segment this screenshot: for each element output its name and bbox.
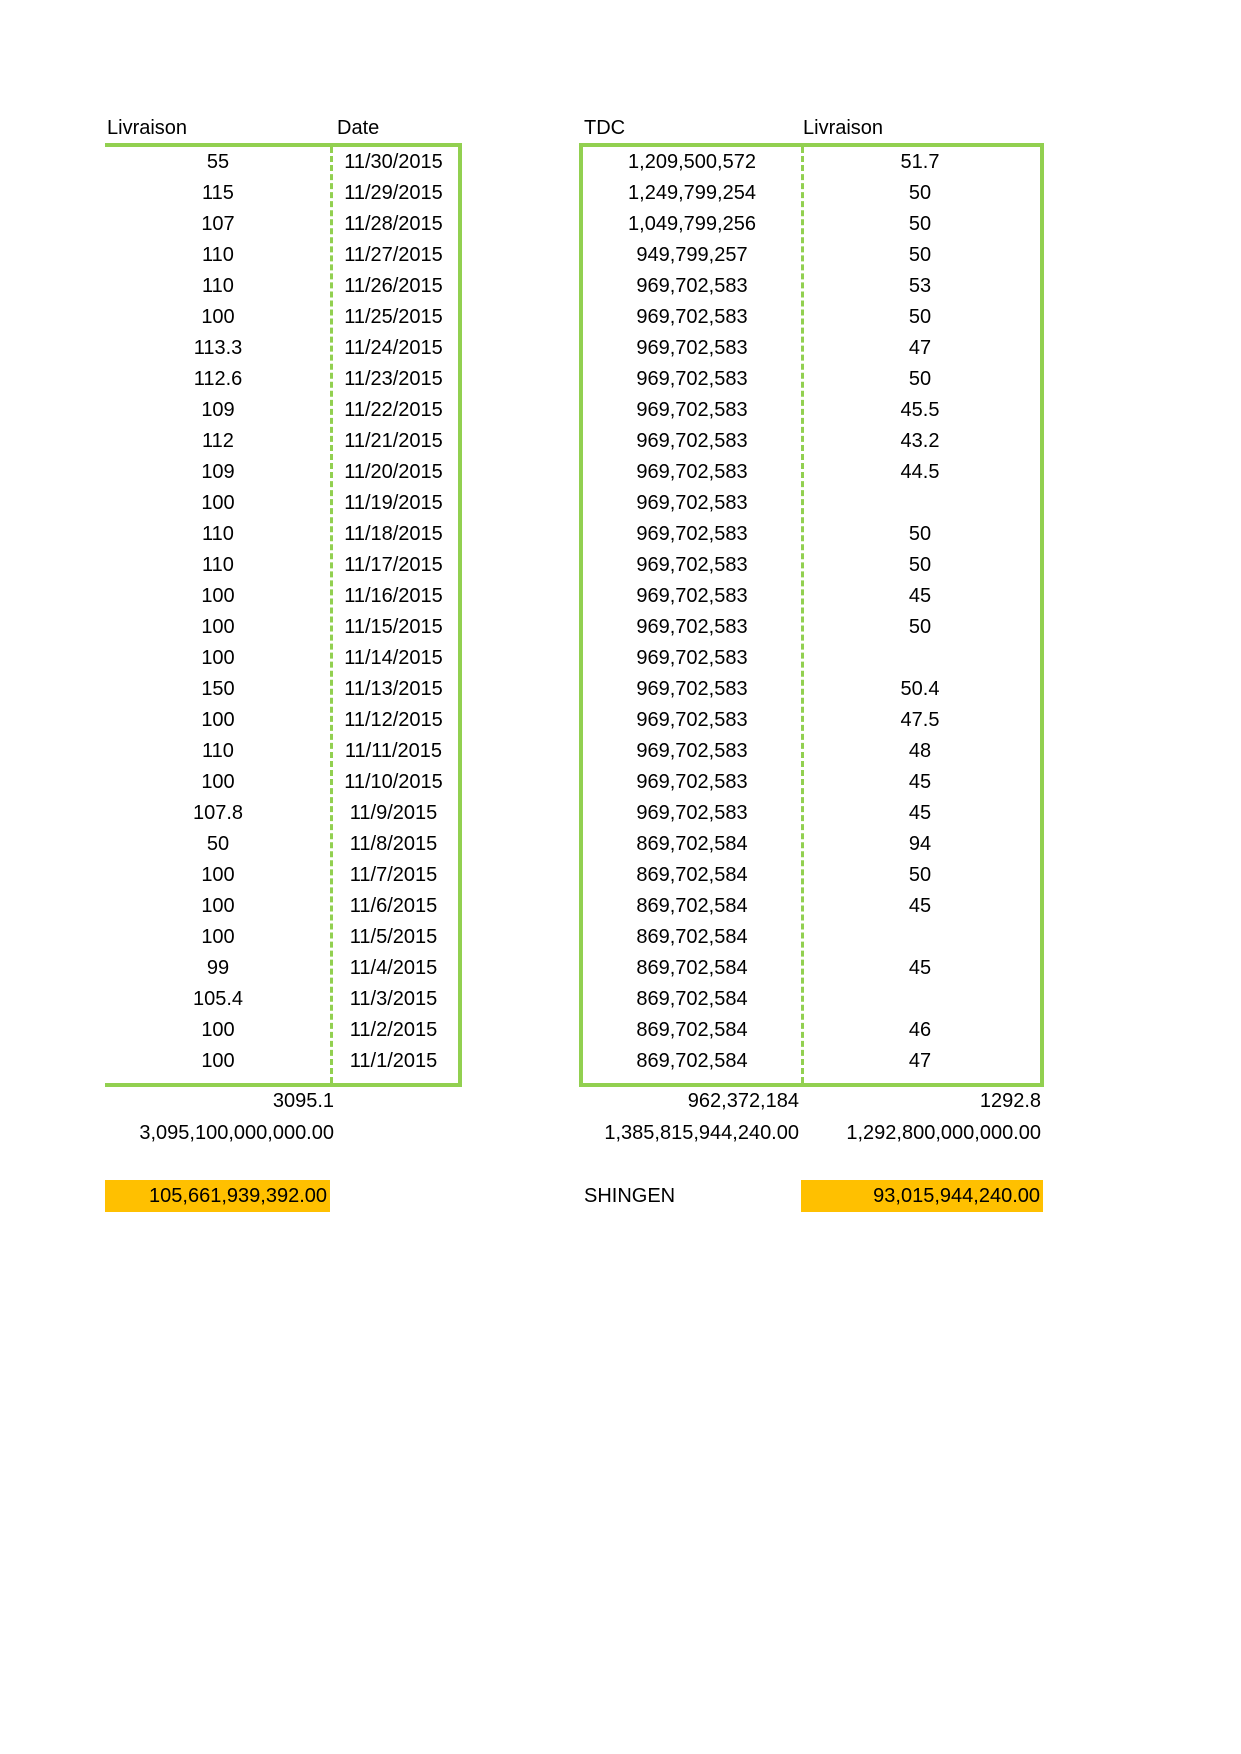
table-row	[105, 953, 458, 984]
table-row	[583, 736, 1040, 767]
table-row	[105, 581, 458, 612]
cell-date: 11/5/2015	[349, 926, 438, 948]
table-row	[105, 550, 458, 581]
table-row	[105, 333, 458, 364]
table-row	[105, 209, 458, 240]
cell-date: 11/27/2015	[344, 244, 443, 266]
cell-tdc: 969,702,583	[636, 802, 748, 824]
cell-date: 11/11/2015	[344, 740, 443, 762]
cell-livraison: 100	[201, 492, 235, 514]
cell-livraison: 112	[202, 430, 234, 452]
cell-livraison: 112.6	[193, 368, 243, 390]
cell-date: 11/21/2015	[344, 430, 443, 452]
table-row	[583, 984, 1040, 1015]
cell-livraison: 150	[201, 678, 235, 700]
table-row	[583, 891, 1040, 922]
cell-livraison: 109	[201, 461, 235, 483]
cell-livraison: 100	[201, 647, 235, 669]
header-tdc: TDC	[584, 117, 626, 139]
table-row	[583, 426, 1040, 457]
cell-tdc: 1,049,799,256	[628, 213, 756, 235]
table-row	[583, 798, 1040, 829]
cell-livraison: 50	[908, 368, 932, 390]
cell-tdc: 869,702,584	[636, 957, 748, 979]
table-row	[583, 581, 1040, 612]
table-row	[583, 240, 1040, 271]
left-sum: 3095.1	[272, 1090, 334, 1112]
cell-date: 11/23/2015	[344, 368, 443, 390]
table-row	[105, 178, 458, 209]
cell-livraison: 47	[908, 337, 932, 359]
cell-livraison	[804, 922, 1036, 953]
cell-livraison: 100	[201, 616, 235, 638]
table-row	[583, 767, 1040, 798]
cell-livraison: 100	[201, 306, 235, 328]
table-row	[105, 984, 458, 1015]
cell-date: 11/1/2015	[349, 1050, 438, 1072]
table-row	[105, 240, 458, 271]
cell-date: 11/9/2015	[349, 802, 438, 824]
cell-livraison: 45	[908, 895, 932, 917]
table-row	[583, 860, 1040, 891]
cell-tdc: 869,702,584	[636, 833, 748, 855]
table-row	[105, 674, 458, 705]
cell-date: 11/17/2015	[344, 554, 443, 576]
cell-livraison: 45	[908, 771, 932, 793]
table-row	[583, 550, 1040, 581]
table-row	[583, 302, 1040, 333]
cell-date: 11/26/2015	[344, 275, 443, 297]
cell-tdc: 869,702,584	[636, 864, 748, 886]
cell-livraison: 94	[908, 833, 932, 855]
table-row	[583, 271, 1040, 302]
table-row	[105, 271, 458, 302]
cell-livraison: 100	[201, 585, 235, 607]
cell-livraison: 50	[908, 182, 932, 204]
cell-livraison: 53	[908, 275, 932, 297]
cell-tdc: 969,702,583	[636, 740, 748, 762]
table-row	[105, 426, 458, 457]
cell-tdc: 1,209,500,572	[628, 151, 756, 173]
cell-livraison: 110	[202, 523, 234, 545]
cell-date: 11/8/2015	[349, 833, 438, 855]
cell-livraison: 100	[201, 895, 235, 917]
table-row	[105, 1046, 458, 1077]
cell-date: 11/16/2015	[344, 585, 443, 607]
table-row	[105, 302, 458, 333]
cell-livraison: 105.4	[192, 988, 244, 1010]
cell-livraison: 110	[202, 275, 234, 297]
cell-date: 11/4/2015	[349, 957, 438, 979]
cell-date: 11/12/2015	[344, 709, 443, 731]
cell-tdc: 969,702,583	[636, 523, 748, 545]
cell-livraison: 55	[206, 151, 230, 173]
cell-tdc: 969,702,583	[636, 585, 748, 607]
cell-livraison: 100	[201, 1050, 235, 1072]
cell-livraison: 100	[201, 709, 235, 731]
table-row	[583, 1015, 1040, 1046]
table-row	[583, 488, 1040, 519]
cell-tdc: 969,702,583	[636, 337, 748, 359]
cell-livraison	[804, 984, 1036, 1015]
shingen-label: SHINGEN	[584, 1185, 676, 1207]
cell-tdc: 869,702,584	[636, 1019, 748, 1041]
cell-livraison: 50	[908, 523, 932, 545]
cell-livraison: 43.2	[900, 430, 940, 452]
table-row	[105, 829, 458, 860]
cell-livraison: 45	[908, 585, 932, 607]
cell-livraison: 50	[908, 213, 932, 235]
cell-livraison: 48	[908, 740, 932, 762]
table-row	[105, 860, 458, 891]
cell-tdc: 869,702,584	[636, 895, 748, 917]
left-highlight-cell: 105,661,939,392.00	[105, 1180, 330, 1212]
cell-tdc: 969,702,583	[636, 554, 748, 576]
cell-tdc: 969,702,583	[636, 461, 748, 483]
table-row	[583, 395, 1040, 426]
cell-date: 11/30/2015	[344, 151, 443, 173]
table-row	[583, 209, 1040, 240]
cell-livraison: 47	[908, 1050, 932, 1072]
cell-date: 11/25/2015	[344, 306, 443, 328]
table-row	[105, 705, 458, 736]
right-tdc-average: 962,372,184	[687, 1090, 799, 1112]
cell-date: 11/19/2015	[344, 492, 443, 514]
cell-livraison: 100	[201, 1019, 235, 1041]
cell-livraison: 100	[201, 771, 235, 793]
table-row	[105, 457, 458, 488]
cell-tdc: 869,702,584	[636, 1050, 748, 1072]
cell-livraison: 100	[201, 864, 235, 886]
cell-date: 11/15/2015	[344, 616, 443, 638]
cell-livraison: 50	[908, 554, 932, 576]
cell-tdc: 969,702,583	[636, 306, 748, 328]
table-row	[583, 519, 1040, 550]
header-date: Date	[337, 117, 380, 139]
cell-date: 11/29/2015	[344, 182, 443, 204]
table-row	[583, 333, 1040, 364]
cell-date: 11/22/2015	[344, 399, 443, 421]
cell-livraison: 50	[908, 306, 932, 328]
table-row	[105, 891, 458, 922]
cell-livraison: 113.3	[193, 337, 243, 359]
cell-tdc: 969,702,583	[636, 492, 748, 514]
cell-tdc: 969,702,583	[636, 399, 748, 421]
cell-livraison: 46	[908, 1019, 932, 1041]
cell-livraison: 110	[202, 244, 234, 266]
table-row	[583, 364, 1040, 395]
right-livraison-sum: 1292.8	[979, 1090, 1041, 1112]
header-livraison-left: Livraison	[107, 117, 188, 139]
cell-livraison	[804, 643, 1036, 674]
table-row	[583, 1046, 1040, 1077]
cell-livraison: 107	[201, 213, 235, 235]
cell-tdc: 869,702,584	[636, 988, 748, 1010]
cell-livraison: 115	[202, 182, 234, 204]
table-row	[105, 364, 458, 395]
cell-date: 11/7/2015	[349, 864, 438, 886]
cell-livraison: 45	[908, 802, 932, 824]
table-row	[583, 674, 1040, 705]
right-livraison-total: 1,292,800,000,000.00	[846, 1122, 1041, 1144]
cell-livraison: 50.4	[900, 678, 940, 700]
cell-livraison: 47.5	[900, 709, 940, 731]
cell-tdc: 969,702,583	[636, 616, 748, 638]
right-table	[579, 143, 1044, 1087]
cell-livraison: 107.8	[192, 802, 244, 824]
cell-date: 11/6/2015	[349, 895, 438, 917]
cell-livraison: 51.7	[900, 151, 940, 173]
cell-tdc: 949,799,257	[636, 244, 748, 266]
table-row	[105, 922, 458, 953]
table-row	[105, 147, 458, 178]
left-table	[105, 143, 462, 1087]
table-row	[583, 953, 1040, 984]
table-row	[105, 519, 458, 550]
cell-date: 11/2/2015	[349, 1019, 438, 1041]
cell-livraison: 50	[206, 833, 230, 855]
cell-date: 11/3/2015	[349, 988, 438, 1010]
cell-livraison: 110	[202, 740, 234, 762]
cell-tdc: 1,249,799,254	[628, 182, 756, 204]
cell-tdc: 969,702,583	[636, 368, 748, 390]
cell-livraison	[804, 488, 1036, 519]
table-row	[105, 488, 458, 519]
table-row	[583, 147, 1040, 178]
cell-date: 11/20/2015	[344, 461, 443, 483]
table-row	[105, 736, 458, 767]
cell-tdc: 969,702,583	[636, 275, 748, 297]
cell-livraison: 50	[908, 244, 932, 266]
table-row	[105, 798, 458, 829]
table-row	[105, 395, 458, 426]
cell-livraison: 45	[908, 957, 932, 979]
table-row	[583, 705, 1040, 736]
table-row	[583, 922, 1040, 953]
cell-livraison: 100	[201, 926, 235, 948]
table-row	[105, 612, 458, 643]
cell-date: 11/14/2015	[344, 647, 443, 669]
table-row	[105, 643, 458, 674]
table-row	[583, 643, 1040, 674]
header-livraison-right: Livraison	[803, 117, 884, 139]
cell-date: 11/13/2015	[344, 678, 443, 700]
cell-date: 11/10/2015	[344, 771, 443, 793]
cell-date: 11/18/2015	[344, 523, 443, 545]
cell-tdc: 969,702,583	[636, 771, 748, 793]
right-highlight-cell: 93,015,944,240.00	[801, 1180, 1043, 1212]
table-row	[583, 178, 1040, 209]
table-row	[583, 829, 1040, 860]
cell-livraison: 50	[908, 864, 932, 886]
cell-date: 11/28/2015	[344, 213, 443, 235]
cell-tdc: 969,702,583	[636, 430, 748, 452]
right-tdc-total: 1,385,815,944,240.00	[604, 1122, 799, 1144]
cell-livraison: 99	[206, 957, 230, 979]
cell-livraison: 110	[202, 554, 234, 576]
table-row	[583, 612, 1040, 643]
cell-tdc: 969,702,583	[636, 647, 748, 669]
cell-livraison: 109	[201, 399, 235, 421]
left-total: 3,095,100,000,000.00	[139, 1122, 334, 1144]
cell-livraison: 44.5	[900, 461, 940, 483]
table-row	[583, 457, 1040, 488]
cell-livraison: 50	[908, 616, 932, 638]
cell-tdc: 969,702,583	[636, 709, 748, 731]
table-row	[105, 767, 458, 798]
cell-tdc: 869,702,584	[636, 926, 748, 948]
cell-tdc: 969,702,583	[636, 678, 748, 700]
cell-livraison: 45.5	[900, 399, 940, 421]
cell-date: 11/24/2015	[344, 337, 443, 359]
table-row	[105, 1015, 458, 1046]
